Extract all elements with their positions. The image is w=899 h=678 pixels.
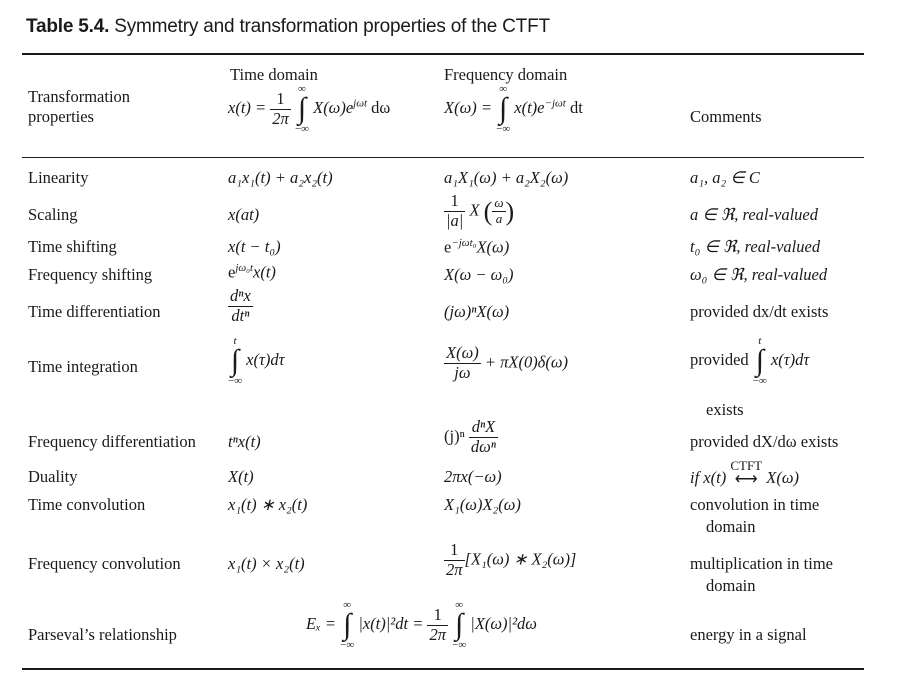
top-rule <box>22 53 864 55</box>
row-freq-shifting-freq: X(ω − ω₀) <box>444 265 514 284</box>
row-linearity-comment: a₁, a₂ ∈ C <box>690 168 760 187</box>
row-freq-conv-time: x₁(t) × x₂(t) <box>228 554 305 573</box>
row-linearity-name: Linearity <box>28 168 89 187</box>
integral-icon: ∞ ∫ −∞ <box>340 599 355 651</box>
row-parseval-comment: energy in a signal <box>690 625 807 644</box>
row-freq-conv-name: Frequency convolution <box>28 554 181 573</box>
row-time-conv-freq: X₁(ω)X₂(ω) <box>444 495 521 514</box>
header-comments: Comments <box>690 107 762 126</box>
freq-formula-integrand: x(t)e <box>514 98 545 118</box>
row-scaling-time: x(at) <box>228 205 260 224</box>
row-parseval-name: Parseval’s relationship <box>28 625 177 644</box>
row-freq-shifting-comment: ω₀ ∈ ℜ, real-valued <box>690 265 828 284</box>
row-scaling-name: Scaling <box>28 205 78 224</box>
row-duality-name: Duality <box>28 467 78 486</box>
freq-formula-lhs: X(ω) = <box>444 98 492 118</box>
time-formula-diff: dω <box>371 98 391 118</box>
integral-icon: ∞ ∫ −∞ <box>496 83 511 135</box>
header-properties: properties <box>28 107 94 126</box>
row-freq-conv-freq: $\frac{1}{2\pi}$ [X₁(ω) ∗ X₂(ω)] <box>446 540 577 579</box>
row-time-diff-freq: (jω)ⁿX(ω) <box>444 302 510 321</box>
row-time-diff-time: $\frac{\text{dⁿx}}{\text{dtⁿ}}$ <box>230 286 251 325</box>
integral-icon: ∞ ∫ −∞ <box>294 83 309 135</box>
time-formula-fraction: $\frac{1}{2\pi}$ <box>272 88 289 128</box>
row-freq-conv-comment-1: multiplication in time <box>690 554 833 573</box>
freq-formula-diff: dt <box>569 98 583 118</box>
row-freq-diff-freq: (j)ⁿ $\frac{\text{dⁿX}}{\text{dωⁿ}}$ <box>444 417 497 456</box>
time-domain-formula: x(t) = $\frac{1}{2\pi}$ ∞ ∫ −∞ $X(\omega)e^{j\omega t}$ dω <box>228 83 391 135</box>
row-duality-time: X(t) <box>228 467 254 486</box>
row-time-conv-comment-2: domain <box>706 517 756 536</box>
row-duality-comment: if x(t) CTFT ⟷ X(ω) <box>690 458 799 488</box>
row-freq-diff-name: Frequency differentiation <box>28 432 196 451</box>
row-freq-diff-comment: provided dX/dω exists <box>690 432 839 451</box>
row-time-int-comment: provided t ∫ −∞ x(τ)dτ <box>690 335 810 387</box>
row-duality-freq: 2πx(−ω) <box>444 467 502 486</box>
integral-icon: t ∫ −∞ <box>228 335 243 387</box>
table-title-text: Symmetry and transformation properties of the CTFT <box>114 16 550 37</box>
row-scaling-freq: $\frac{1}{|a|}$ X ( $\frac{\omega}{a}$ ) <box>446 191 515 230</box>
row-time-shifting-time: x(t − t₀) <box>228 237 281 256</box>
row-parseval-formula: Eₓ = ∞ ∫ −∞ |x(t)|²dt = $\frac{1}{2\pi}$ ∞ ∫ −∞ |X(ω)|²dω <box>306 599 537 651</box>
table-title <box>26 16 550 38</box>
integral-icon: t ∫ −∞ <box>752 335 767 387</box>
bottom-rule <box>22 668 864 670</box>
row-linearity-time: a₁x₁(t) + a₂x₂(t) <box>228 168 333 187</box>
header-transformation: Transformation <box>28 87 131 106</box>
row-time-int-comment-exists: exists <box>706 400 744 419</box>
row-time-diff-comment: provided dx/dt exists <box>690 302 829 321</box>
time-formula-lhs: x(t) = <box>228 98 267 118</box>
double-arrow-icon: ⟷ <box>734 471 758 488</box>
row-freq-shifting-time: $e^{j\omega_0t}x(t)$ <box>228 262 276 282</box>
row-time-shifting-freq: $e^{-j\omega t_0}X(\omega)$ <box>444 237 510 257</box>
time-formula-integrand: X(ω)e <box>313 98 354 118</box>
header-time-domain: Time domain <box>230 65 318 84</box>
row-time-shifting-name: Time shifting <box>28 237 117 256</box>
row-time-int-name: Time integration <box>28 357 138 376</box>
row-time-int-time: t ∫ −∞ x(τ)dτ <box>228 335 285 387</box>
row-time-conv-comment-1: convolution in time <box>690 495 820 514</box>
row-freq-conv-comment-2: domain <box>706 576 756 595</box>
header-frequency-domain: Frequency domain <box>444 65 568 84</box>
row-freq-shifting-name: Frequency shifting <box>28 265 153 284</box>
row-time-conv-name: Time convolution <box>28 495 146 514</box>
header-rule <box>22 157 864 158</box>
row-time-diff-name: Time differentiation <box>28 302 161 321</box>
frequency-domain-formula: X(ω) = ∞ ∫ −∞ $x(t)e^{-j\omega t}$ dt <box>444 83 583 135</box>
row-time-conv-time: x₁(t) ∗ x₂(t) <box>228 495 308 514</box>
table-label: Table 5.4. <box>26 16 110 37</box>
row-time-int-freq: $\frac{X(\omega)}{j\omega}$ + πX(0)δ(ω) <box>446 343 568 382</box>
row-time-shifting-comment: t₀ ∈ ℜ, real-valued <box>690 237 821 256</box>
row-linearity-freq: a₁X₁(ω) + a₂X₂(ω) <box>444 168 569 187</box>
integral-icon: ∞ ∫ −∞ <box>452 599 467 651</box>
row-freq-diff-time: tⁿx(t) <box>228 432 261 451</box>
row-scaling-comment: a ∈ ℜ, real-valued <box>690 205 818 224</box>
